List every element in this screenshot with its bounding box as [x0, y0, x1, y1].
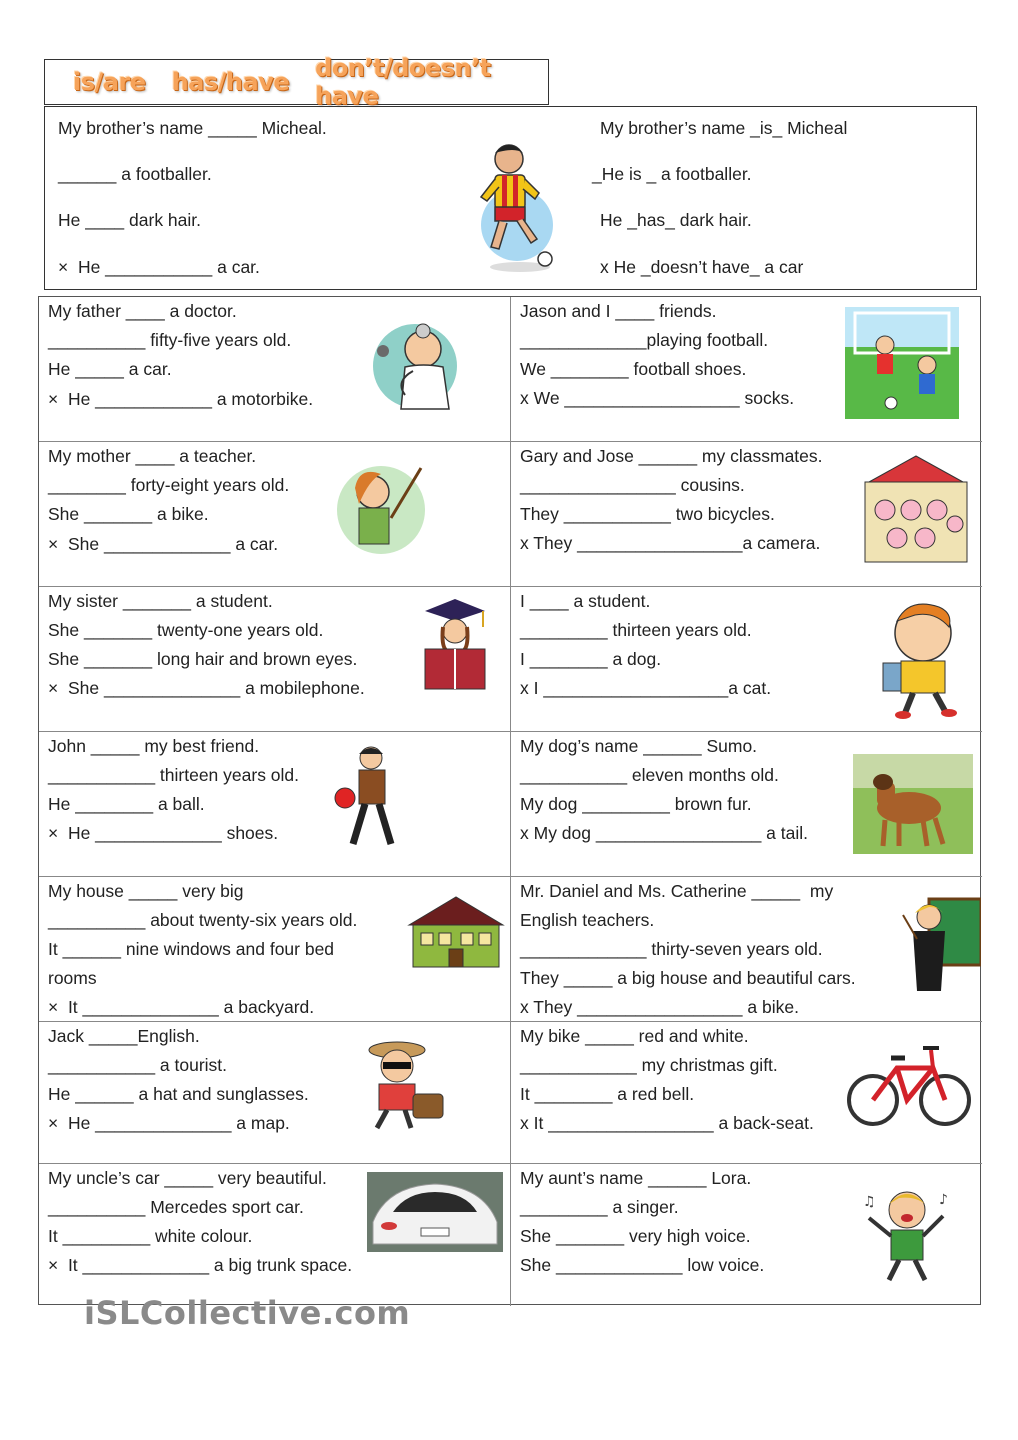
exercise-line: × It _____________ a big trunk space. [48, 1255, 353, 1275]
exercise-line: They _____ a big house and beautiful cars. [520, 968, 856, 988]
exercise-line: × He _____________ shoes. [48, 823, 279, 843]
exercise-line: × He ____________ a motorbike. [48, 389, 314, 409]
exercise-line: She _______ a bike. [48, 504, 209, 524]
boy-with-ball-illustration [331, 744, 403, 854]
singer-illustration [859, 1180, 959, 1284]
exercise-line: My uncle’s car _____ very beautiful. [48, 1168, 327, 1188]
exercise-line: He _____ a car. [48, 359, 172, 379]
example-left-line: He ____ dark hair. [58, 210, 202, 230]
car-photo [367, 1172, 503, 1252]
exercise-line: x They _________________a camera. [520, 533, 821, 553]
doctor-illustration [365, 311, 470, 411]
svg-text:♪: ♪ [939, 1192, 948, 1208]
title-word-has-have: has/have [171, 68, 290, 96]
exercise-line: We ________ football shoes. [520, 359, 747, 379]
exercise-line: My sister _______ a student. [48, 591, 273, 611]
exercise-line: _________ thirteen years old. [520, 620, 752, 640]
exercise-cell [39, 587, 511, 732]
exercise-cell [39, 297, 511, 442]
example-left-line: My brother’s name _____ Micheal. [58, 118, 327, 138]
title-word-is-are: is/are [73, 68, 146, 96]
exercise-line: × She _____________ a car. [48, 534, 279, 554]
exercise-line: _____________playing football. [520, 330, 769, 350]
exercise-line: My mother ____ a teacher. [48, 446, 257, 466]
exercise-line: My house _____ very big [48, 881, 244, 901]
exercise-line: __________ about twenty-six years old. [48, 910, 358, 930]
exercise-line: x I ___________________a cat. [520, 678, 772, 698]
exercise-line: My bike _____ red and white. [520, 1026, 749, 1046]
exercise-cell [510, 877, 982, 1022]
example-right-line: x He _doesn’t have_ a car [600, 257, 804, 277]
exercise-line: He ________ a ball. [48, 794, 205, 814]
exercise-line: _____________ thirty-seven years old. [520, 939, 823, 959]
exercise-line: x We __________________ socks. [520, 388, 795, 408]
exercise-line: John _____ my best friend. [48, 736, 260, 756]
student-illustration [417, 595, 491, 695]
boy-illustration [879, 597, 965, 719]
exercise-line: _________ a singer. [520, 1197, 679, 1217]
footballer-illustration [465, 135, 560, 275]
exercise-cell [510, 1164, 982, 1306]
title-box [44, 54, 549, 110]
bicycle-illustration [847, 1038, 971, 1132]
teacher-illustration [329, 458, 429, 558]
exercise-line: It ________ a red bell. [520, 1084, 695, 1104]
example-left-line: × He ___________ a car. [58, 257, 260, 277]
exercise-line: It ______ nine windows and four bed [48, 939, 335, 959]
exercise-line: __________ fifty-five years old. [48, 330, 292, 350]
example-left-line: ______ a footballer. [58, 164, 212, 184]
exercise-line: × He ______________ a map. [48, 1113, 290, 1133]
exercise-line: Jack _____English. [48, 1026, 200, 1046]
exercise-line: ___________ eleven months old. [520, 765, 779, 785]
exercise-line: ____________ my christmas gift. [520, 1055, 778, 1075]
example-right-line: My brother’s name _is_ Micheal [600, 118, 848, 138]
exercise-line: Gary and Jose ______ my classmates. [520, 446, 823, 466]
title-word-dont-have: don’t/doesn’t have [315, 54, 491, 110]
exercise-line: She _______ twenty-one years old. [48, 620, 324, 640]
exercise-line: She _______ very high voice. [520, 1226, 751, 1246]
english-teacher-illustration [899, 895, 981, 995]
exercise-line: I ____ a student. [520, 591, 651, 611]
dog-photo [853, 754, 973, 854]
house-illustration [405, 895, 507, 971]
exercise-line: Mr. Daniel and Ms. Catherine _____ my [520, 881, 834, 901]
exercise-line: rooms [48, 968, 97, 988]
exercise-cell [39, 732, 511, 877]
watermark: iSLCollective.com [84, 1294, 411, 1332]
exercise-line: x My dog _________________ a tail. [520, 823, 809, 843]
exercise-cell [39, 442, 511, 587]
exercise-cell [39, 1164, 511, 1306]
exercise-line: ________________ cousins. [520, 475, 745, 495]
exercise-line: × She ______________ a mobilephone. [48, 678, 365, 698]
exercise-cell [510, 442, 982, 587]
svg-text:♫: ♫ [863, 1194, 876, 1210]
exercise-line: I ________ a dog. [520, 649, 662, 669]
exercise-line: She _____________ low voice. [520, 1255, 765, 1275]
exercise-cell [39, 877, 511, 1022]
example-right-line: _He is _ a footballer. [592, 164, 752, 184]
exercise-line: English teachers. [520, 910, 655, 930]
kids-football-illustration [845, 307, 959, 419]
exercise-line: ________ forty-eight years old. [48, 475, 290, 495]
exercise-line: It _________ white colour. [48, 1226, 253, 1246]
exercise-line: She _______ long hair and brown eyes. [48, 649, 358, 669]
exercise-cell [510, 297, 982, 442]
exercise-cell [39, 1022, 511, 1164]
exercise-cell [510, 587, 982, 732]
exercise-line: ___________ thirteen years old. [48, 765, 300, 785]
example-right-line: He _has_ dark hair. [600, 210, 752, 230]
exercise-line: My dog _________ brown fur. [520, 794, 752, 814]
exercise-grid [38, 296, 981, 1305]
tourist-illustration [355, 1036, 451, 1132]
exercise-line: __________ Mercedes sport car. [48, 1197, 304, 1217]
exercise-line: He ______ a hat and sunglasses. [48, 1084, 309, 1104]
exercise-line: My aunt’s name ______ Lora. [520, 1168, 752, 1188]
exercise-cell [510, 1022, 982, 1164]
exercise-line: They ___________ two bicycles. [520, 504, 775, 524]
exercise-line: Jason and I ____ friends. [520, 301, 717, 321]
exercise-line: ___________ a tourist. [48, 1055, 228, 1075]
exercise-line: My dog’s name ______ Sumo. [520, 736, 758, 756]
exercise-line: × It ______________ a backyard. [48, 997, 315, 1017]
example-box [44, 106, 977, 290]
exercise-line: x They _________________ a bike. [520, 997, 799, 1017]
exercise-line: x It _________________ a back-seat. [520, 1113, 814, 1133]
exercise-cell [510, 732, 982, 877]
school-illustration [859, 454, 973, 566]
exercise-line: My father ____ a doctor. [48, 301, 237, 321]
